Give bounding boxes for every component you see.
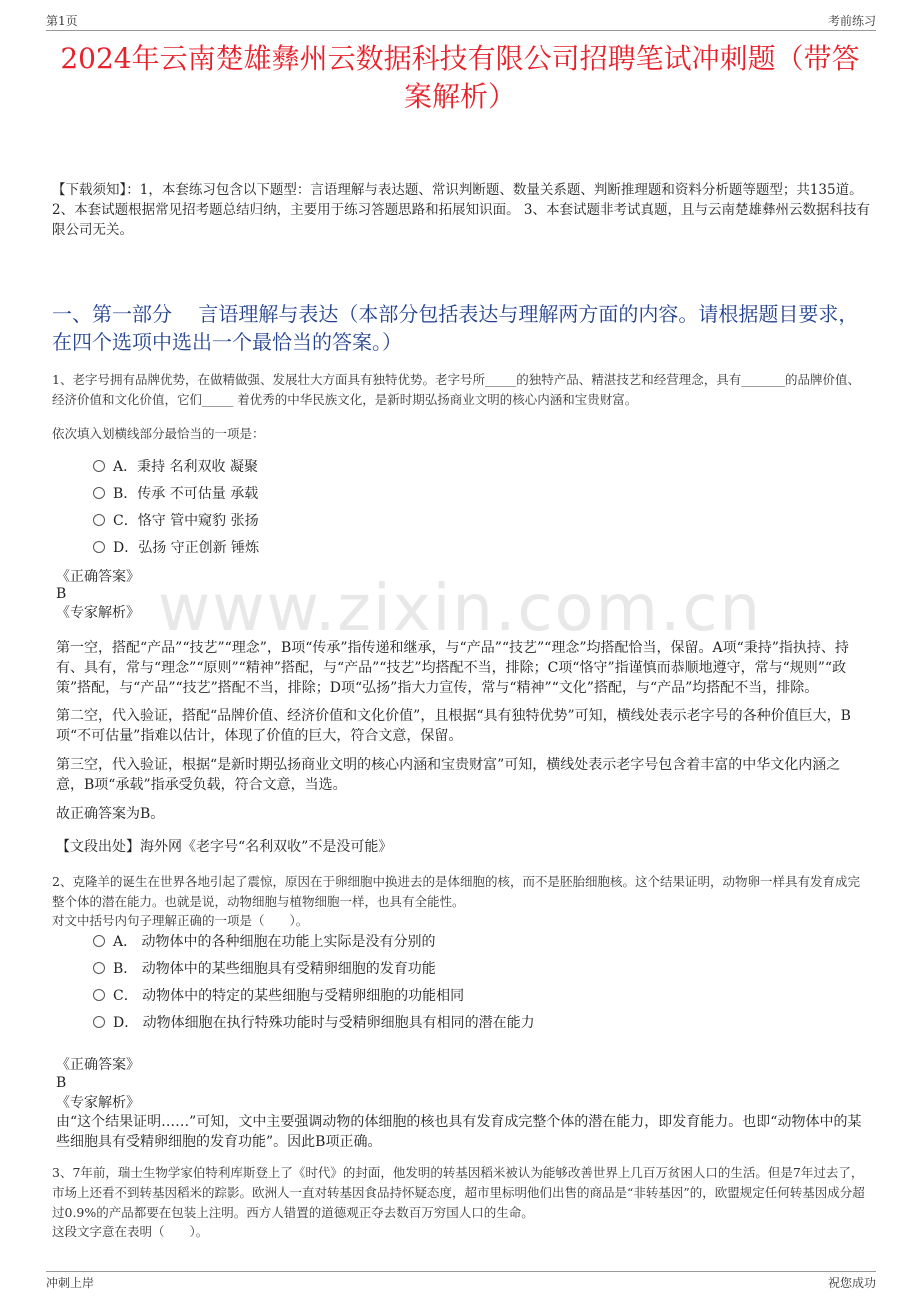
q2-analysis-label: 《专家解析》 (56, 1095, 140, 1111)
watermark: www.zixin.com.cn (157, 572, 763, 646)
option-label: C． 动物体中的特定的某些细胞与受精卵细胞的功能相同 (113, 988, 465, 1004)
option-label: D．弘扬 守正创新 锤炼 (113, 540, 260, 556)
option-label: A．秉持 名利双收 凝聚 (113, 459, 259, 475)
q2-answer-label: 《正确答案》 (56, 1057, 140, 1073)
header-tag: 考前练习 (827, 14, 876, 28)
option-label: C．恪守 管中窥豹 张扬 (113, 513, 259, 529)
radio-icon[interactable] (93, 962, 105, 974)
q1-analysis-paragraph: 第三空，代入验证，根据“是新时期弘扬商业文明的核心内涵和宝贵财富”可知，横线处表示老字号包含着丰富的中华文化内涵之意，B项“承载”指承受负载，符合文意，当选。 (56, 757, 841, 793)
radio-icon[interactable] (93, 935, 105, 947)
question-3-stem: 3、7年前，瑞士生物学家伯特利库斯登上了《时代》的封面，他发明的转基因稻米被认为能够改善世界上几百万贫困人口的生活。但是7年过去了，市场上还看不到转基因稻米的踪影。欧洲人一直对转基因食品持怀疑态度，超市里标明他们出售的商品是“非转基因”的，欧盟规定任何转基因成分超过0.9%的产品都要在包装上注明。西方人错置的道德观正夺去数百万穷国人口的生命。 (52, 1165, 865, 1220)
q2-option-c[interactable] (93, 986, 464, 1006)
q2-answer: B (56, 1075, 67, 1091)
q1-analysis-label: 《专家解析》 (56, 605, 140, 621)
q2-analysis-paragraph: 由“这个结果证明……”可知，文中主要强调动物的体细胞的核也具有发育成完整个体的潜在能力，即发育能力。也即“动物体中的某些细胞具有受精卵细胞的发育功能”。因此B项正确。 (56, 1114, 862, 1150)
question-2-ask: 对文中括号内句子理解正确的一项是（ ）。 (52, 913, 309, 928)
radio-icon[interactable] (93, 541, 105, 553)
option-label: D． 动物体细胞在执行特殊功能时与受精卵细胞具有相同的潜在能力 (113, 1015, 535, 1031)
q2-option-b[interactable] (93, 959, 436, 979)
radio-icon[interactable] (93, 487, 105, 499)
q1-analysis-paragraph: 第二空，代入验证，搭配“品牌价值、经济价值和文化价值”，且根据“具有独特优势”可知，横线处表示老字号的各种价值巨大，B项“不可估量”指难以估计，体现了价值的巨大，符合文意，保留。 (56, 708, 851, 744)
option-label: A． 动物体中的各种细胞在功能上实际是没有分别的 (113, 934, 436, 950)
q1-answer-label: 《正确答案》 (56, 569, 140, 585)
radio-icon[interactable] (93, 514, 105, 526)
option-label: B．传承 不可估量 承载 (113, 486, 259, 502)
q1-option-a[interactable] (93, 457, 258, 477)
footer-right-text: 祝您成功 (827, 1276, 876, 1290)
q1-source: 【文段出处】海外网《老字号“名利双收”不是没可能》 (56, 839, 393, 855)
q1-option-b[interactable] (93, 484, 258, 504)
question-3-ask: 这段文字意在表明（ ）。 (52, 1224, 209, 1239)
question-2-stem: 2、克隆羊的诞生在世界各地引起了震惊，原因在于卵细胞中换进去的是体细胞的核，而不是胚胎细胞核。这个结果证明，动物卵一样具有发育成完整个体的潜在能力。也就是说，动物细胞与植物细胞一样，也具有全能性。 (52, 874, 860, 909)
q1-analysis-paragraph: 第一空，搭配“产品”“技艺”“理念”，B项“传承”指传递和继承，与“产品”“技艺”“理念”均搭配恰当，保留。A项“秉持”指执持、持有、具有，常与“理念”“原则”“精神”搭配，与“产品”“技艺”均搭配不当，排除；C项“恪守”指谨慎而恭顺地遵守，常与“规则”“政策”搭配，与“产品”“技艺”搭配不当，排除；D项“弘扬”指大力宣传，常与“精神”“文化”搭配，与“产品”均搭配不当，排除。 (56, 640, 849, 696)
footer-left-text: 冲刺上岸 (46, 1276, 95, 1290)
question-1-ask: 依次填入划横线部分最恰当的一项是： (52, 426, 265, 441)
page-number: 第1页 (46, 14, 78, 28)
section-title: 一、第一部分 言语理解与表达（本部分包括表达与理解两方面的内容。请根据题目要求，在四个选项中选出一个最恰当的答案。） (52, 302, 859, 354)
option-label: B． 动物体中的某些细胞具有受精卵细胞的发育功能 (113, 961, 436, 977)
page-footer (46, 1271, 876, 1290)
q2-option-a[interactable] (93, 932, 436, 952)
q2-option-d[interactable] (93, 1013, 535, 1033)
page-header (46, 10, 876, 31)
q1-option-c[interactable] (93, 511, 259, 531)
radio-icon[interactable] (93, 1016, 105, 1028)
document-title: 2024年云南楚雄彝州云数据科技有限公司招聘笔试冲刺题（带答案解析） (60, 42, 860, 113)
question-1-stem: 1、老字号拥有品牌优势，在做精做强、发展壮大方面具有独特优势。老字号所_____的独特产品、精湛技艺和经营理念，具有_______的品牌价值、经济价值和文化价值，它们_____ 着优秀的中华民族文化，是新时期弘扬商业文明的核心内涵和宝贵财富。 (52, 372, 860, 407)
radio-icon[interactable] (93, 460, 105, 472)
q1-analysis-conclusion: 故正确答案为B。 (56, 806, 165, 822)
q1-option-d[interactable] (93, 538, 259, 558)
radio-icon[interactable] (93, 989, 105, 1001)
q1-answer: B (56, 586, 67, 602)
download-notice: 【下载须知】：1，本套练习包含以下题型：言语理解与表达题、常识判断题、数量关系题、判断推理题和资料分析题等题型；共135道。 2、本套试题根据常见招考题总结归纳，主要用于练习答题思路和拓展知识面。 3、本套试题非考试真题，且与云南楚雄彝州云数据科技有限公司无关。 (52, 182, 870, 238)
